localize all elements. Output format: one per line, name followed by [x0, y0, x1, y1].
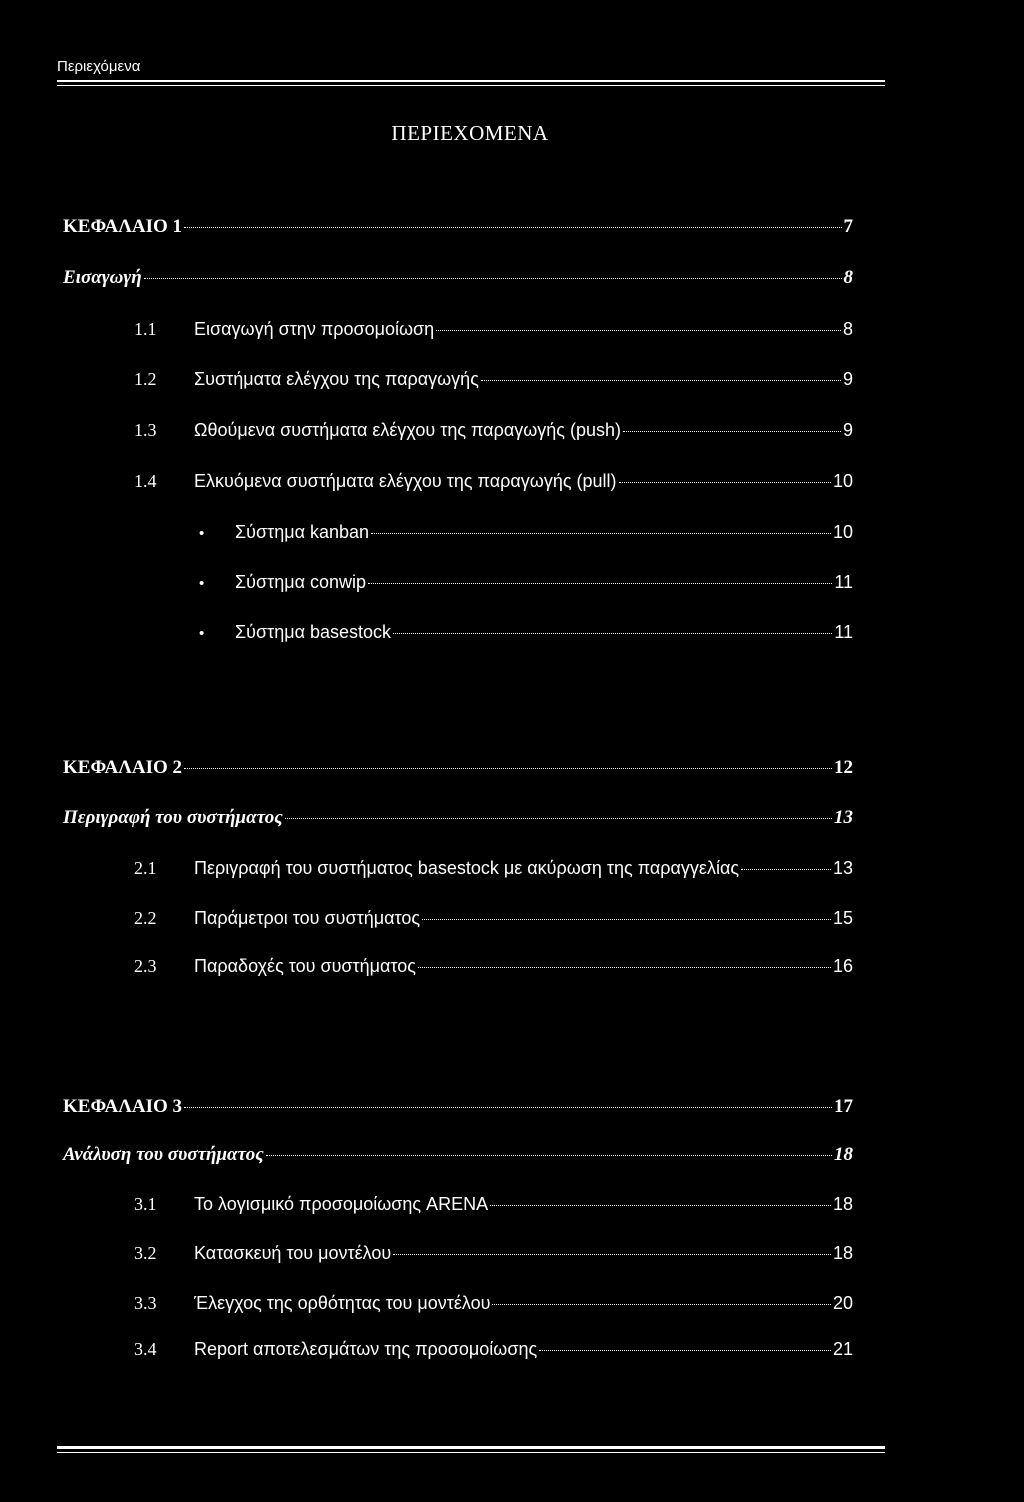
toc-page-number: 11 [834, 572, 853, 592]
dot-leader [368, 583, 832, 584]
toc-section-number: 1.2 [134, 369, 157, 389]
toc-section-number: 1.3 [134, 420, 157, 440]
toc-entry-text: ΚΕΦΑΛΑΙΟ 3 [63, 1096, 183, 1117]
toc-entry-section[interactable] [134, 905, 853, 931]
toc-section-number: 1.4 [134, 471, 157, 491]
dot-leader [422, 919, 831, 920]
toc-page-number: 20 [832, 1293, 853, 1313]
toc-entry-text: ΚΕΦΑΛΑΙΟ 1 [63, 216, 183, 237]
dot-leader [393, 1254, 831, 1255]
toc-entry-text: Σύστημα kanban [235, 522, 370, 542]
dot-leader [481, 380, 841, 381]
toc-entry-text: Συστήματα ελέγχου της παραγωγής [194, 369, 479, 389]
dot-leader [285, 818, 832, 819]
toc-entry-section[interactable] [134, 1191, 853, 1217]
dot-leader [492, 1304, 830, 1305]
dot-leader [619, 482, 831, 483]
toc-section-number: 3.3 [134, 1293, 157, 1313]
bullet-icon: • [199, 625, 205, 642]
toc-page-number: 8 [843, 267, 853, 288]
footer-rule-thin [57, 1452, 885, 1453]
dot-leader [184, 768, 832, 769]
toc-entry-bullet[interactable] [199, 619, 853, 647]
toc-page-number: 18 [832, 1194, 853, 1214]
toc-entry-text: Ανάλυση του συστήματος [63, 1144, 264, 1165]
toc-entry-text: Σύστημα basestock [235, 622, 392, 642]
toc-entry-section[interactable] [134, 468, 853, 494]
dot-leader [371, 533, 831, 534]
toc-page-number: 17 [834, 1096, 853, 1117]
toc-entry-text: Εισαγωγή στην προσομοίωση [194, 319, 435, 339]
bullet-icon: • [199, 525, 205, 542]
toc-section-number: 2.3 [134, 956, 157, 976]
toc-entry-text: Σύστημα conwip [235, 572, 367, 592]
toc-section-number: 2.2 [134, 908, 157, 928]
dot-leader [539, 1350, 831, 1351]
toc-entry-text: Περιγραφή του συστήματος [63, 807, 283, 828]
toc-entry-chapter-1-subtitle[interactable] [63, 265, 853, 291]
toc-entry-text: Report αποτελεσμάτων της προσομοίωσης [194, 1339, 538, 1359]
toc-entry-text: Το λογισμικό προσομοίωσης ARENA [194, 1194, 489, 1214]
dot-leader [490, 1205, 831, 1206]
toc-entry-chapter-2-subtitle[interactable] [63, 805, 853, 831]
toc-page-number: 10 [832, 471, 853, 491]
toc-entry-text: Εισαγωγή [63, 267, 142, 288]
dot-leader [144, 278, 842, 279]
dot-leader [418, 967, 831, 968]
toc-page-number: 18 [834, 1144, 853, 1165]
dot-leader [623, 431, 841, 432]
toc-page-number: 13 [832, 858, 853, 878]
toc-page-number: 7 [843, 216, 853, 237]
toc-entry-text: Ωθούμενα συστήματα ελέγχου της παραγωγής (push) [194, 420, 621, 440]
dot-leader [184, 227, 841, 228]
toc-section-number: 3.4 [134, 1339, 157, 1359]
toc-section-number: 3.2 [134, 1243, 157, 1263]
toc-page-number: 21 [832, 1339, 853, 1359]
toc-entry-chapter-1[interactable] [63, 214, 853, 240]
toc-entry-text: Παράμετροι του συστήματος [194, 908, 421, 928]
toc-page-number: 12 [834, 757, 853, 778]
toc-page-number: 8 [842, 319, 853, 339]
toc-section-number: 1.1 [134, 319, 157, 339]
dot-leader [184, 1107, 832, 1108]
toc-entry-section[interactable] [134, 1336, 853, 1362]
toc-entry-bullet[interactable] [199, 569, 853, 597]
toc-page-number: 16 [832, 956, 853, 976]
toc-page-number: 11 [834, 622, 853, 642]
toc-entry-section[interactable] [134, 366, 853, 392]
toc-entry-text: ΚΕΦΑΛΑΙΟ 2 [63, 757, 183, 778]
dot-leader [741, 869, 831, 870]
toc-entry-text: Παραδοχές του συστήματος [194, 956, 416, 976]
toc-entry-section[interactable] [134, 855, 853, 881]
toc-entry-text: Ελκυόμενα συστήματα ελέγχου της παραγωγής (pull) [194, 471, 617, 491]
toc-entry-section[interactable] [134, 953, 853, 979]
dot-leader [436, 330, 841, 331]
toc-entry-chapter-3-subtitle[interactable] [63, 1142, 853, 1168]
toc-entry-chapter-2[interactable] [63, 755, 853, 781]
toc-page-number: 15 [832, 908, 853, 928]
toc-entry-chapter-3[interactable] [63, 1094, 853, 1120]
page-title: ΠΕΡΙΕΧΟΜΕΝΑ [391, 121, 549, 145]
running-head: Περιεχόμενα [57, 58, 141, 75]
toc-section-number: 2.1 [134, 858, 157, 878]
dot-leader [393, 633, 832, 634]
toc-entry-text: Έλεγχος της ορθότητας του μοντέλου [194, 1293, 491, 1313]
toc-entry-section[interactable] [134, 417, 853, 443]
toc-page-number: 18 [832, 1243, 853, 1263]
toc-entry-text: Περιγραφή του συστήματος basestock με ακύρωση της παραγγελίας [194, 858, 740, 878]
header-rule-thick [57, 80, 885, 82]
footer-rule-thick [57, 1446, 885, 1449]
toc-entry-section[interactable] [134, 316, 853, 342]
dot-leader [266, 1155, 832, 1156]
bullet-icon: • [199, 575, 205, 592]
toc-page-number: 10 [832, 522, 853, 542]
toc-entry-section[interactable] [134, 1240, 853, 1266]
toc-page-number: 9 [842, 369, 853, 389]
toc-entry-section[interactable] [134, 1290, 853, 1316]
toc-page-number: 9 [842, 420, 853, 440]
header-rule-thin [57, 85, 885, 86]
toc-section-number: 3.1 [134, 1194, 157, 1214]
toc-entry-text: Κατασκευή του μοντέλου [194, 1243, 392, 1263]
toc-entry-bullet[interactable] [199, 519, 853, 547]
toc-page-number: 13 [834, 807, 853, 828]
